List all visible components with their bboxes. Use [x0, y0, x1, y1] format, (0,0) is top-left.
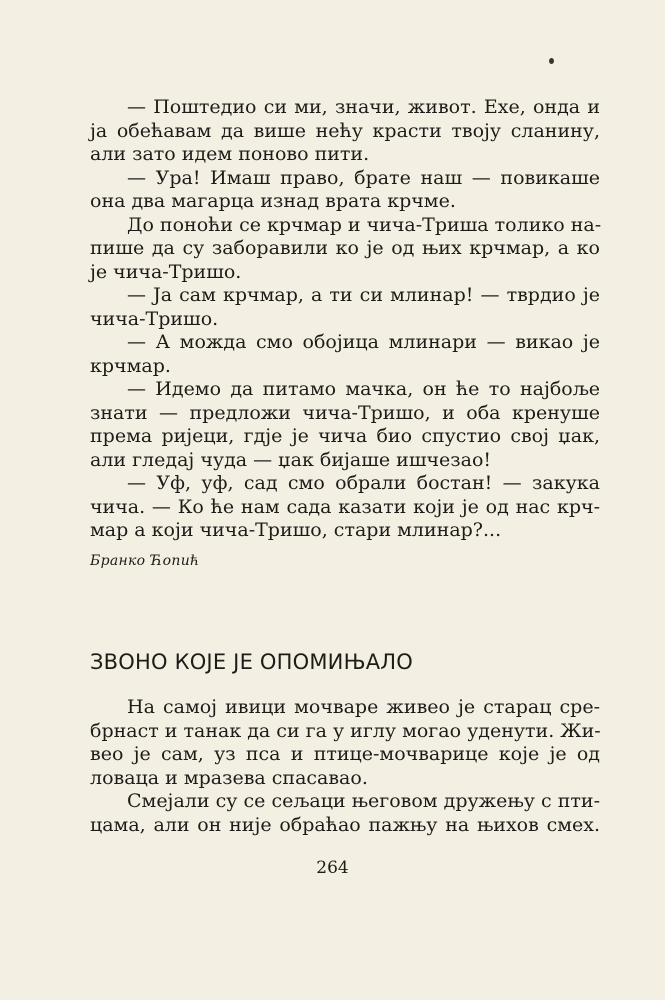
text-line: брнаст и танак да си га у иглу могао уденути. Жи- — [90, 719, 601, 742]
story-ending-text — [90, 96, 600, 543]
text-line: чича. — Ко ће нам сада казати који је од нас крч- — [90, 495, 600, 518]
text-line: До поноћи се крчмар и чича-Триша толико на- — [127, 213, 602, 236]
text-line: она два магарца изнад врата крчме. — [90, 190, 456, 212]
text-line: чича-Тришо. — [90, 307, 219, 330]
text-line: — Ја сам крчмар, а ти си млинар! — тврдио је — [127, 284, 600, 306]
text-line: али гледај чуда — џак бијаше ишчезао! — [90, 448, 492, 471]
author-signature: Бранко Ћопић — [90, 553, 200, 569]
text-line: — Поштедио си ми, значи, живот. Ехе, онда и — [127, 96, 600, 118]
story-opening-text — [90, 696, 600, 837]
section-heading: ЗВОНО КОЈЕ ЈЕ ОПОМИЊАЛО — [90, 650, 414, 674]
text-line: На самој ивици мочваре живео је старац сре- — [127, 696, 600, 718]
text-line: мар а који чича-Тришо, стари млинар?... — [90, 519, 502, 541]
text-line: према ријеци, гдје је чича био спустио свој џак, — [90, 425, 600, 447]
text-line: — Уф, уф, сад смо обрали бостан! — закука — [127, 472, 600, 494]
text-line: знати — предложи чича-Тришо, и оба кренуше — [90, 401, 600, 424]
text-line: али зато идем поново пити. — [90, 143, 370, 165]
ink-speck — [549, 58, 554, 64]
text-line: цама, али он није обраћао пажњу на њихов смех. — [90, 813, 600, 836]
text-line: пише да су заборавили ко је од њих крчмар, а ко — [90, 237, 600, 259]
text-line: вео је сам, уз пса и птице-мочварице које је од — [90, 743, 600, 765]
text-line: Смејали су се сељаци његовом дружењу с пти- — [127, 790, 600, 812]
text-line: ја обећавам да више нећу красти твоју сланину, — [90, 119, 600, 142]
text-line: — Идемо да питамо мачка, он ће то најбоље — [127, 378, 600, 400]
page-number: 264 — [316, 858, 349, 878]
text-line: — А можда смо обојица млинари — викао је — [127, 331, 600, 353]
text-line: је чича-Тришо. — [90, 260, 242, 283]
text-line: — Ура! Имаш право, брате наш — повикаше — [127, 166, 600, 189]
text-line: крчмар. — [90, 354, 171, 377]
text-line: ловаца и мразева спасавао. — [90, 766, 368, 789]
